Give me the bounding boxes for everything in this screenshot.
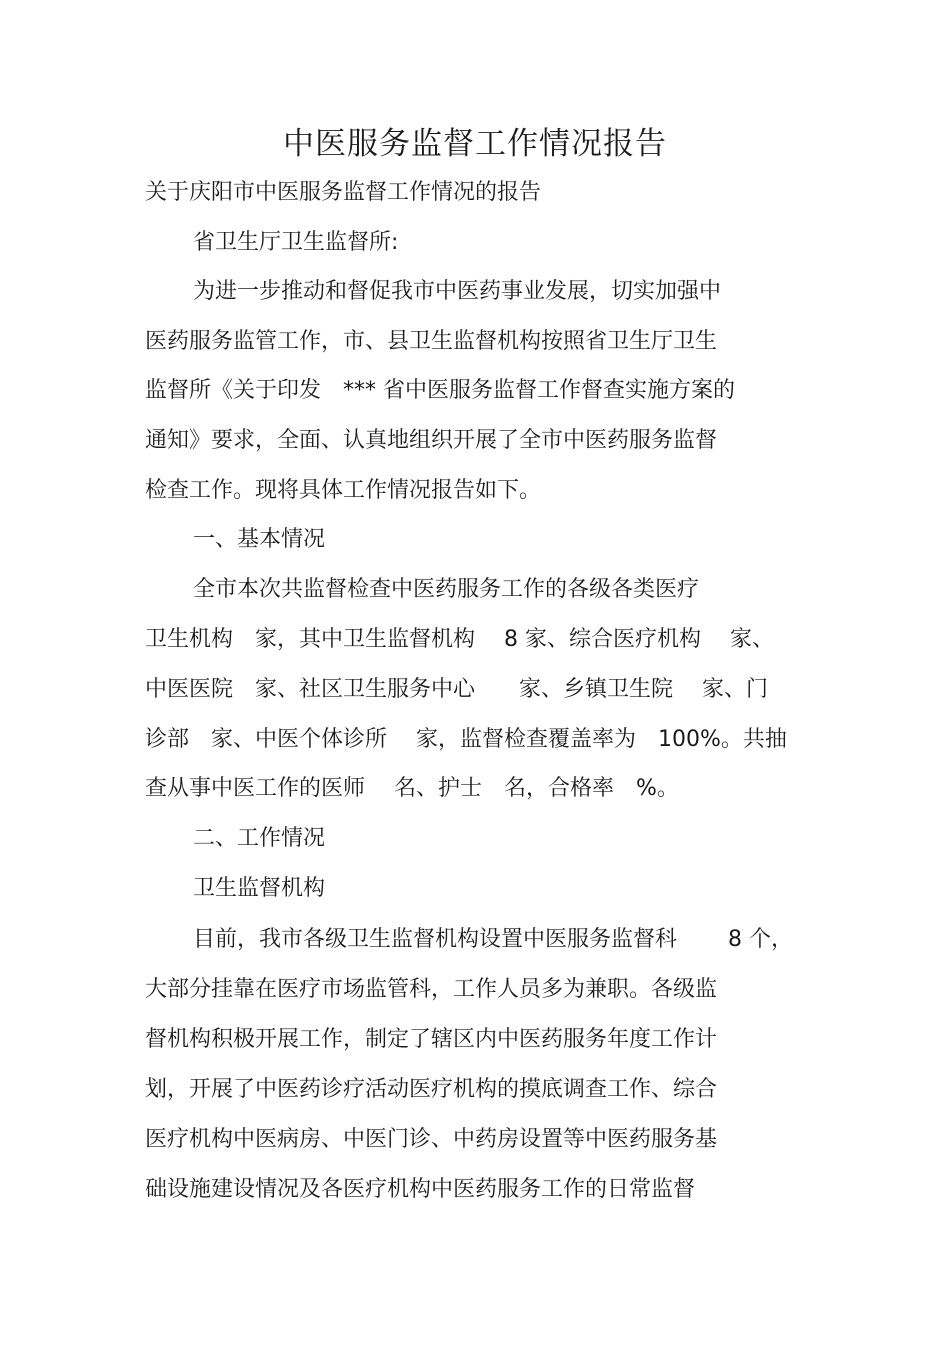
paragraph-line: 监督所《关于印发 *** 省中医服务监督工作督查实施方案的 (145, 378, 735, 403)
paragraph-line: 诊部 家、中医个体诊所 家，监督检查覆盖率为 100%。共抽 (145, 727, 787, 752)
section-heading: 二、工作情况 (193, 826, 326, 851)
paragraph-line: 目前，我市各级卫生监督机构设置中医服务监督科 8 个， (193, 927, 793, 952)
paragraph-line: 查从事中医工作的医师 名、护士 名，合格率 %。 (145, 776, 679, 801)
section-heading: 一、基本情况 (193, 527, 326, 552)
paragraph-line: 督机构积极开展工作，制定了辖区内中医药服务年度工作计 (145, 1027, 718, 1052)
paragraph-line: 医疗机构中医病房、中医门诊、中药房设置等中医药服务基 (145, 1127, 718, 1152)
paragraph-line: 础设施建设情况及各医疗机构中医药服务工作的日常监督 (145, 1177, 696, 1202)
paragraph-line: 中医医院 家、社区卫生服务中心 家、乡镇卫生院 家、门 (145, 677, 768, 702)
paragraph-line: 医药服务监管工作，市、县卫生监督机构按照省卫生厅卫生 (145, 329, 718, 354)
paragraph-line: 检查工作。现将具体工作情况报告如下。 (145, 478, 542, 503)
paragraph-line: 全市本次共监督检查中医药服务工作的各级各类医疗 (193, 577, 700, 602)
salutation: 省卫生厅卫生监督所: (193, 230, 399, 255)
paragraph-line: 通知》要求，全面、认真地组织开展了全市中医药服务监督 (145, 428, 718, 453)
paragraph-line: 卫生机构 家，其中卫生监督机构 8 家、综合医疗机构 家、 (145, 627, 774, 652)
report-subtitle: 关于庆阳市中医服务监督工作情况的报告 (145, 180, 542, 205)
document-title: 中医服务监督工作情况报告 (283, 126, 667, 162)
paragraph-line: 划，开展了中医药诊疗活动医疗机构的摸底调查工作、综合 (145, 1077, 718, 1102)
paragraph-line: 大部分挂靠在医疗市场监管科，工作人员多为兼职。各级监 (145, 977, 718, 1002)
paragraph-line: 为进一步推动和督促我市中医药事业发展，切实加强中 (193, 279, 722, 304)
subsection-heading: 卫生监督机构 (193, 876, 326, 901)
